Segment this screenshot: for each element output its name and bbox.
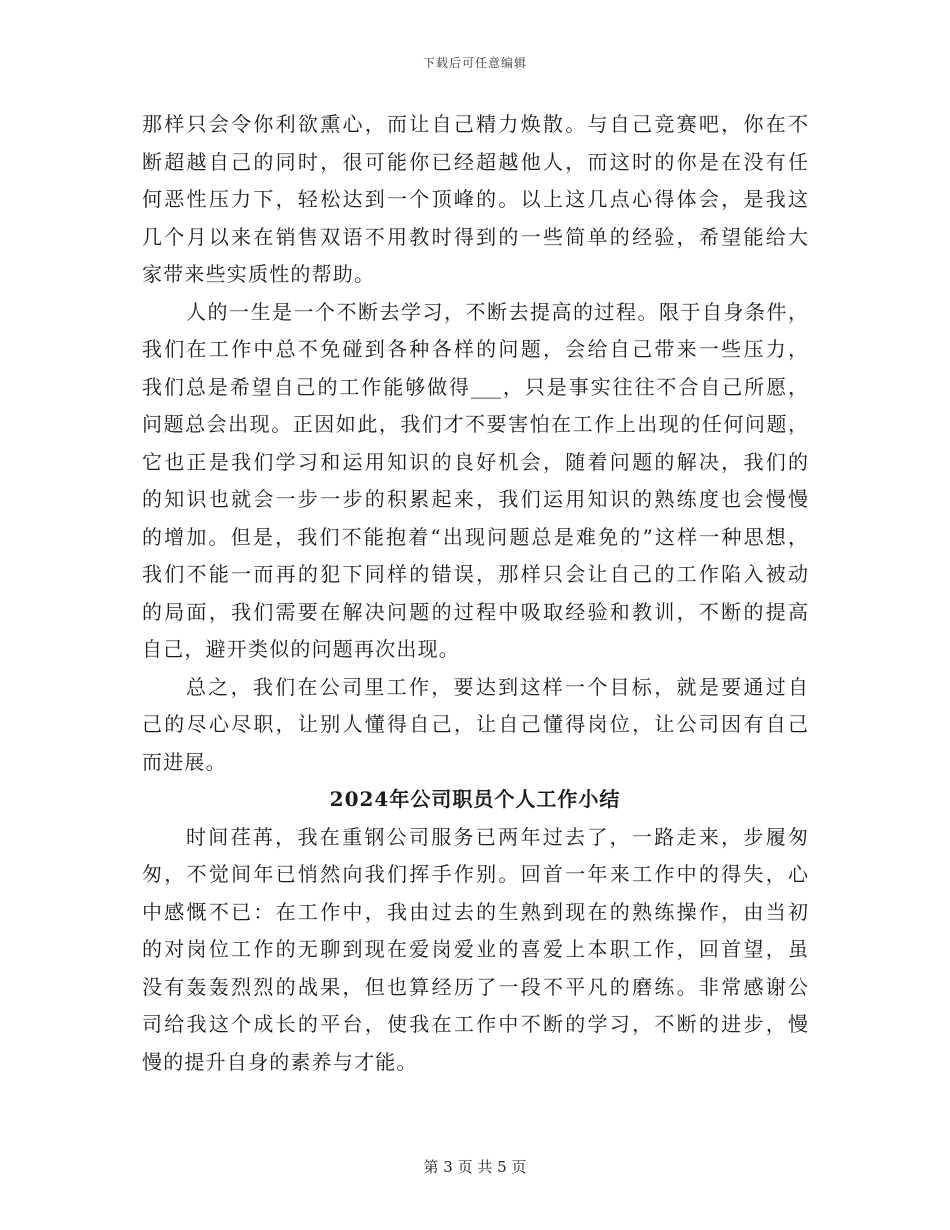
section-title: 2024年公司职员个人工作小结 <box>329 787 621 811</box>
text-line: 总之，我们在公司里工作，要达到这样一个目标，就是要通过自 <box>186 674 808 699</box>
text-line: 中感慨不已：在工作中，我由过去的生熟到现在的熟练操作，由当初 <box>142 899 808 924</box>
text-line: 的局面，我们需要在解决问题的过程中吸取经验和教训，不断的提高 <box>142 599 808 624</box>
text-line: 己的尽心尽职，让别人懂得自己，让自己懂得岗位，让公司因有自己 <box>142 712 808 736</box>
text-line: 时间荏苒，我在重钢公司服务已两年过去了，一路走来，步履匆 <box>186 824 808 849</box>
text-line: 它也正是我们学习和运用知识的良好机会，随着问题的解决，我们的 <box>142 449 808 474</box>
text-line: 断超越自己的同时，很可能你已经超越他人，而这时的你是在没有任 <box>142 149 808 174</box>
text-line: 的增加。但是，我们不能抱着“出现问题总是难免的”这样一种思想， <box>142 524 808 549</box>
paragraph-summary <box>142 819 808 1082</box>
paragraph-continuation <box>142 106 808 294</box>
text-line: 那样只会令你利欲熏心，而让自己精力焕散。与自己竞赛吧，你在不 <box>142 112 808 136</box>
page-number: 第 3 页 共 5 页 <box>423 1158 527 1176</box>
text-line: 何恶性压力下，轻松达到一个顶峰的。以上这几点心得体会，是我这 <box>142 187 808 211</box>
paragraph-conclusion <box>142 669 808 782</box>
page-header: 下载后可任意编辑 <box>422 56 527 70</box>
text-line: 我们总是希望自己的工作能够做得___，只是事实往往不合自己所愿， <box>142 374 808 399</box>
text-line: 我们在工作中总不免碰到各种各样的问题，会给自己带来一些压力， <box>142 337 808 361</box>
text-line: 司给我这个成长的平台，使我在工作中不断的学习，不断的进步，慢 <box>142 1012 808 1036</box>
paragraph-learning <box>142 294 808 669</box>
text-line: 家带来些实质性的帮助。 <box>142 262 376 286</box>
text-line: 匆，不觉间年已悄然向我们挥手作别。回首一年来工作中的得失，心 <box>142 862 808 886</box>
text-line: 问题总会出现。正因如此，我们才不要害怕在工作上出现的任何问题， <box>142 412 808 436</box>
text-line: 几个月以来在销售双语不用教时得到的一些简单的经验，希望能给大 <box>142 224 808 249</box>
text-line: 的知识也就会一步一步的积累起来，我们运用知识的熟练度也会慢慢 <box>142 487 808 511</box>
text-line: 慢的提升自身的素养与才能。 <box>142 1049 418 1074</box>
text-line: 我们不能一而再的犯下同样的错误，那样只会让自己的工作陷入被动 <box>142 562 808 586</box>
text-line: 人的一生是一个不断去学习，不断去提高的过程。限于自身条件， <box>186 299 808 324</box>
document-body <box>142 106 808 1081</box>
text-line: 而进展。 <box>142 749 227 774</box>
text-line: 自己，避开类似的问题再次出现。 <box>142 637 460 661</box>
text-line: 没有轰轰烈烈的战果，但也算经历了一段不平凡的磨练。非常感谢公 <box>142 974 808 999</box>
text-line: 的对岗位工作的无聊到现在爱岗爱业的喜爱上本职工作，回首望，虽 <box>142 937 808 961</box>
